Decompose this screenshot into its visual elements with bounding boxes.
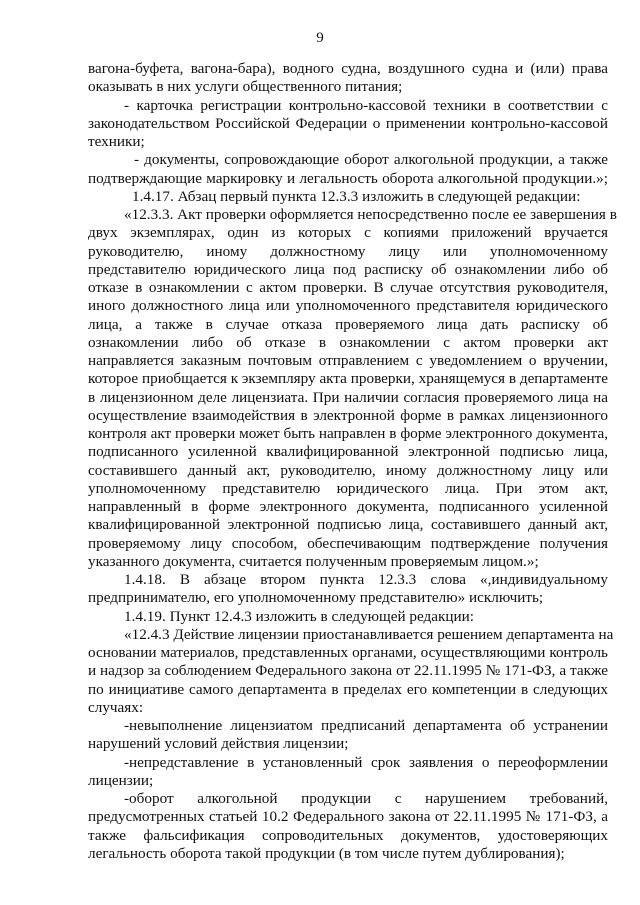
text-line: 1.4.17. Абзац первый пункта 12.3.3 изложить в следующей редакции: [132, 187, 581, 205]
text-line: отказе в ознакомлении с актом проверки. В случае отсутствия руководителя, [88, 279, 608, 296]
text-line: лицензии; [88, 771, 154, 789]
text-line: -оборот алкогольной продукции с нарушением требований, [124, 790, 608, 807]
text-line: двух экземплярах, один из которых с копиями приложений вручается [88, 224, 608, 242]
text-line: 1.4.19. Пункт 12.4.3 изложить в следующей редакции: [124, 607, 474, 625]
text-line: легальность оборота такой продукции (в том числе путем дублирования); [88, 844, 565, 862]
text-line: и надзор за соблюдением Федерального закона от 22.11.1995 № 171-ФЗ, а также [88, 662, 608, 680]
text-line: по инициативе самого департамента в пределах его компетенции в следующих [88, 680, 608, 698]
text-line: направленный в форме электронного документа, подписанного усиленной [88, 498, 608, 515]
text-line: также фальсификация сопроводительных документов, удостоверяющих [88, 826, 608, 844]
text-line: которое приобщается к экземпляру акта проверки, хранящемуся в департаменте [88, 370, 608, 388]
document-body [88, 60, 617, 863]
text-line: иного должностного лица или уполномоченного представителя юридического [88, 297, 608, 315]
text-line: уполномоченному представителю юридического лица. При этом акт, [88, 479, 608, 497]
text-line: руководителю, иному должностному лицу или уполномоченному [88, 242, 608, 260]
text-line: вагона-буфета, вагона-бара), водного судна, воздушного судна и (или) права [88, 60, 608, 77]
text-line: указанного документа, считается полученным проверяемым лицом.»; [88, 552, 539, 570]
page-number: 9 [316, 30, 324, 46]
text-line: законодательством Российской Федерации о применении контрольно-кассовой [88, 114, 608, 132]
text-line: составившего данный акт, руководителю, иному должностному лицу или [88, 461, 608, 479]
text-line: - документы, сопровождающие оборот алкогольной продукции, а также [134, 151, 608, 169]
text-line: лица, а также в случае отказа проверяемого лица дать расписку об [88, 315, 608, 333]
text-line: нарушений условий действия лицензии; [88, 735, 349, 753]
text-line: «12.4.3 Действие лицензии приостанавливается решением департамента на [124, 625, 614, 643]
text-line: подтверждающие маркировку и легальность оборота алкогольной продукции.»; [88, 169, 608, 187]
text-line: техники; [88, 133, 145, 150]
text-line: оказывать в них услуги общественного питания; [88, 78, 403, 96]
text-line: направляется заказным почтовым отправлением с уведомлением о вручении, [88, 352, 608, 369]
text-line: -непредставление в установленный срок заявления о переоформлении [124, 753, 608, 771]
text-line: - карточка регистрации контрольно-кассовой техники в соответствии с [124, 96, 608, 114]
text-line: «12.3.3. Акт проверки оформляется непосредственно после ее завершения в [124, 206, 617, 223]
text-line: представителю юридического лица под расписку об ознакомлении либо об [88, 260, 608, 278]
text-line: в лицензионном деле лицензиата. При наличии согласия проверяемого лица на [88, 388, 608, 406]
text-line: -невыполнение лицензиатом предписаний департамента об устранении [124, 717, 608, 734]
text-line: контроля акт проверки может быть направлен в форме электронного документа, [88, 425, 608, 442]
text-line: предусмотренных статьей 10.2 Федерального закона от 22.11.1995 № 171-ФЗ, а [88, 808, 608, 826]
text-line: квалифицированной электронной подписью лица, составившего данный акт, [88, 516, 608, 534]
text-line: основании материалов, представленных органами, осуществляющими контроль [88, 644, 608, 661]
text-line: ознакомлении либо об отказе в ознакомлении с актом проверки акт [88, 333, 608, 351]
text-line: осуществление взаимодействия в электронной форме в рамках лицензионного [88, 406, 608, 424]
text-line: подписанного усиленной квалифицированной электронной подписью лица, [88, 443, 608, 461]
text-line: 1.4.18. В абзаце втором пункта 12.3.3 слова «,индивидуальному [124, 571, 608, 588]
text-line: проверяемому лицу способом, обеспечивающим подтверждение получения [88, 534, 608, 552]
text-line: предпринимателю, его уполномоченному представителю» исключить; [88, 589, 544, 607]
text-line: случаях: [88, 698, 144, 716]
